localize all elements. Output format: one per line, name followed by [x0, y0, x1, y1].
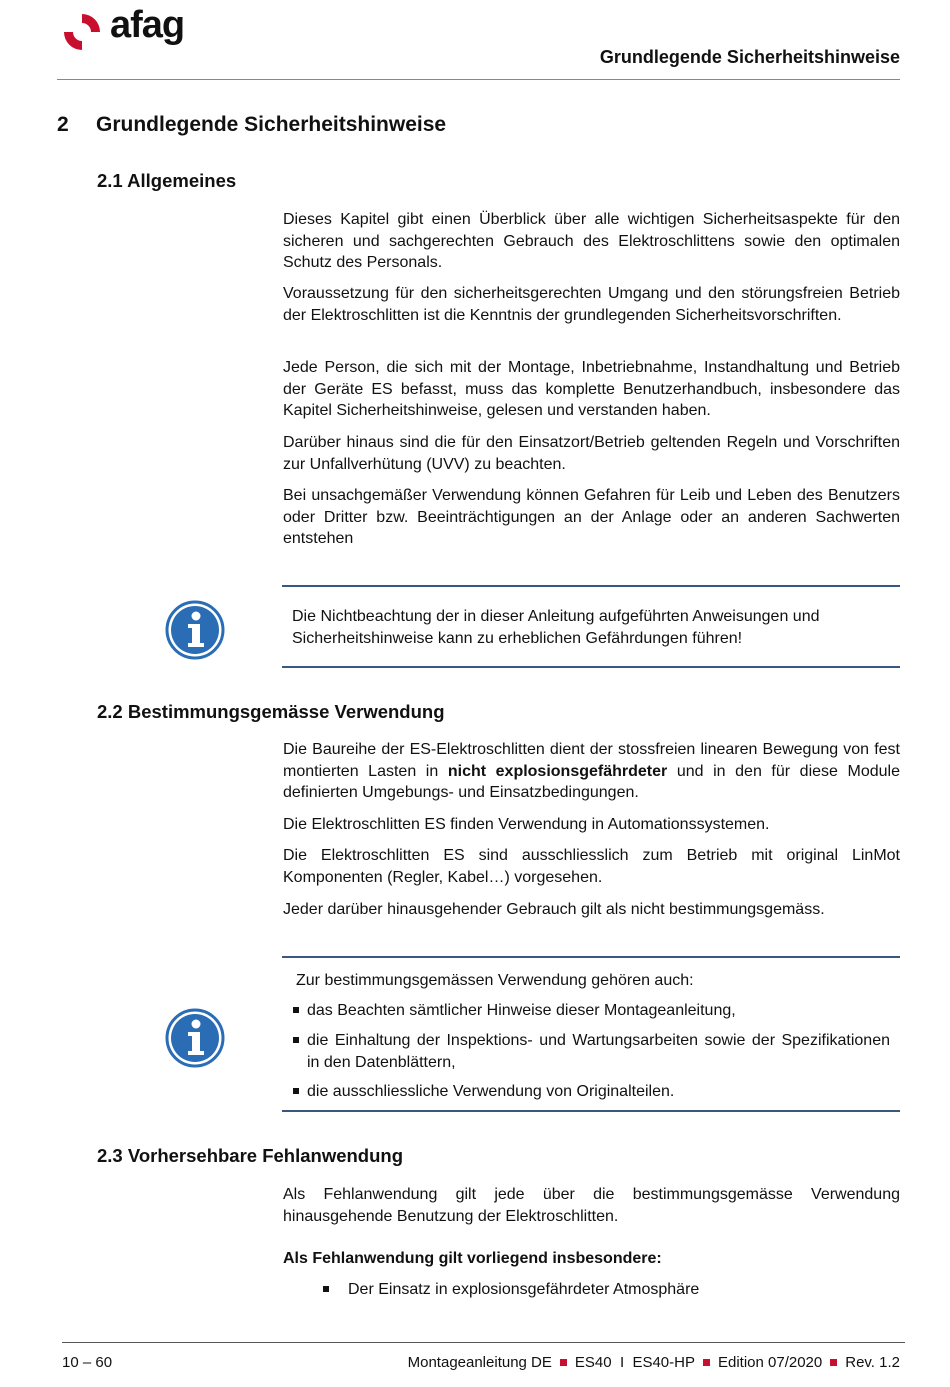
paragraph: Die Elektroschlitten ES sind ausschliesslich zum Betrieb mit original LinMot Komponenten (Regler, Kabel…) vorgesehen.	[283, 847, 900, 886]
chapter-number: 2	[57, 113, 69, 136]
paragraph: Darüber hinaus sind die für den Einsatzort/Betrieb geltenden Regeln und Vorschriften zur Unfallverhütung (UVV) zu beachten.	[283, 434, 900, 473]
section-heading-2-1: 2.1 Allgemeines	[97, 170, 237, 191]
note-text: Die Nichtbeachtung der in dieser Anleitung aufgeführten Anweisungen und Sicherheitshinweise kann zu erheblichen Gefährdungen führen!	[292, 608, 820, 647]
paragraph: Voraussetzung für den sicherheitsgerechten Umgang und den störungsfreien Betrieb der Elektroschlitten ist die Kenntnis der grundlegenden Sicherheitsvorschriften.	[283, 285, 900, 324]
footer-rule	[62, 1342, 905, 1343]
footer-model2: ES40-HP	[632, 1354, 695, 1371]
separator-square	[560, 1359, 567, 1366]
footer-edition: Edition 07/2020	[717, 1354, 823, 1371]
info-icon	[165, 1008, 225, 1068]
note-intro: Zur bestimmungsgemässen Verwendung gehören auch:	[296, 972, 694, 989]
paragraph: Die Elektroschlitten ES finden Verwendung in Automationssystemen.	[283, 816, 770, 833]
header-rule	[57, 79, 900, 80]
bullet	[323, 1286, 329, 1292]
brand-wordmark: afag	[110, 4, 185, 46]
note-bottom-rule	[282, 666, 900, 668]
subheading-bold: Als Fehlanwendung gilt vorliegend insbesondere:	[283, 1250, 662, 1267]
footer-meta	[408, 1354, 900, 1371]
paragraph: Dieses Kapitel gibt einen Überblick über alle wichtigen Sicherheitsaspekte für den sicheren und sachgerechten Gebrauch des Elektroschlittens sowie den optimalen Schutz des Personals.	[283, 211, 900, 271]
separator-square	[703, 1359, 710, 1366]
running-title: Grundlegende Sicherheitshinweise	[599, 47, 900, 67]
paragraph: Als Fehlanwendung gilt jede über die bestimmungsgemässe Verwendung hinausgehende Benutzung der Elektroschlitten.	[283, 1186, 900, 1225]
emphasis: nicht explosionsgefährdeter	[447, 762, 668, 780]
chapter-title: Grundlegende Sicherheitshinweise	[96, 113, 447, 136]
note-top-rule	[282, 956, 900, 958]
footer-doc: Montageanleitung DE	[407, 1354, 552, 1371]
info-icon	[165, 600, 225, 660]
footer-rev: Rev. 1.2	[845, 1354, 900, 1371]
separator-square	[830, 1359, 837, 1366]
page-number: 10 – 60	[62, 1354, 113, 1371]
paragraph: Jede Person, die sich mit der Montage, Inbetriebnahme, Instandhaltung und Betrieb der Geräte ES befasst, muss das komplette Benutzerhandbuch, insbesondere das Kapitel Sicherheitshinweise, gelesen und verstanden haben.	[283, 359, 900, 419]
section-heading-2-2: 2.2 Bestimmungsgemässe Verwendung	[97, 701, 445, 722]
afag-logo	[58, 6, 208, 56]
note-bottom-rule	[282, 1110, 900, 1112]
paragraph: Jeder darüber hinausgehender Gebrauch gilt als nicht bestimmungsgemäss.	[283, 901, 825, 918]
footer-model: ES40	[574, 1354, 612, 1371]
paragraph: Bei unsachgemäßer Verwendung können Gefahren für Leib und Leben des Benutzers oder Dritter bzw. Beeinträchtigungen an der Anlage oder an anderen Sachwerten entstehen	[283, 487, 900, 547]
bullet	[293, 1037, 299, 1043]
paragraph: Die Baureihe der ES-Elektroschlitten dient der stossfreien linearen Bewegung von fest montierten Lasten in nicht explosionsgefährdeter und in den für diese Module definierten Umgebungs- und Einsatzbedingungen.	[283, 741, 900, 801]
afag-logo-mark	[58, 8, 106, 56]
bullet	[293, 1088, 299, 1094]
section-heading-2-3: 2.3 Vorhersehbare Fehlanwendung	[97, 1145, 404, 1166]
bullet	[293, 1007, 299, 1013]
footer-separator: I	[619, 1354, 625, 1371]
note-top-rule	[282, 585, 900, 587]
